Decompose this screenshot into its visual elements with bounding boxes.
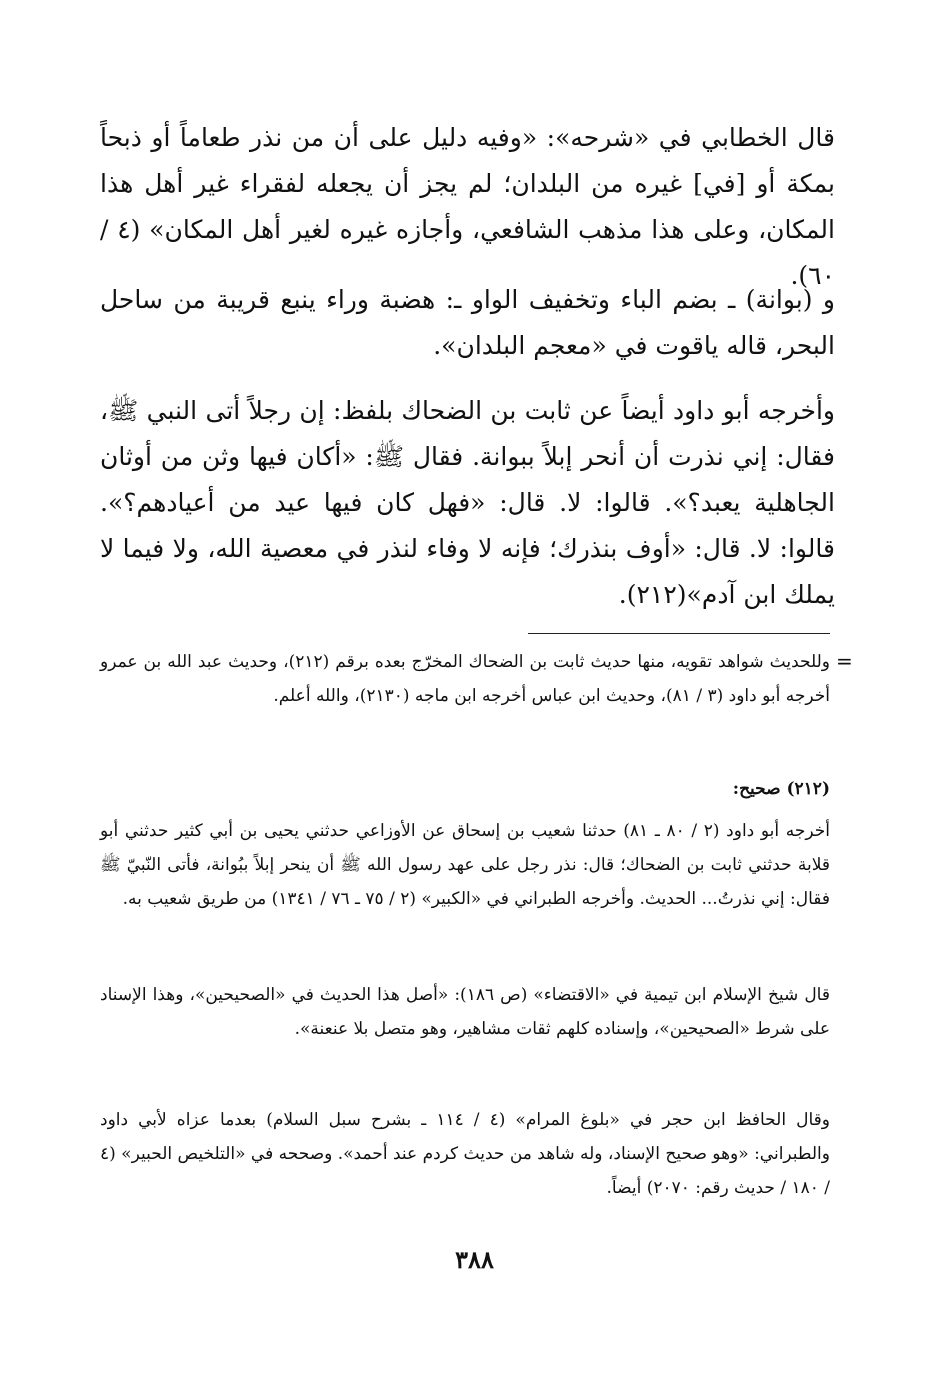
footnote-212-paragraph-2: قال شيخ الإسلام ابن تيمية في «الاقتضاء» (ص ١٨٦): «أصل هذا الحديث في «الصحيحين»، وهذا الإسناد على شرط «الصحيحين»، وإسناده كلهم ثقات مشاهير، وهو متصل بلا عنعنة». <box>100 985 830 1039</box>
footnote-212-paragraph-3: وقال الحافظ ابن حجر في «بلوغ المرام» (٤ / ١١٤ ـ بشرح سبل السلام) بعدما عزاه لأبي داود والطبراني: «وهو صحيح الإسناد، وله شاهد من حديث كردم عند أحمد». وصححه في «التلخيص الحبير» (٤ / ١٨٠ / حديث رقم: ٢٠٧٠) أيضاً. <box>100 1110 830 1198</box>
footnote-212-heading: (٢١٢) صحيح: <box>732 779 830 799</box>
footnote-212-paragraph-1: أخرجه أبو داود (٢ / ٨٠ ـ ٨١) حدثنا شعيب بن إسحاق عن الأوزاعي حدثني يحيى بن أبي كثير حدثني أبو قلابة حدثني ثابت بن الضحاك؛ قال: نذر رجل على عهد رسول الله ﷺ أن ينحر إبلاً ببُوانة، فأتى النّبيّ ﷺ فقال: إني نذرتُ... الحديث. وأخرجه الطبراني في «الكبير» (٢ / ٧٥ ـ ٧٦ / ١٣٤١) من طريق شعيب به. <box>100 821 831 909</box>
footnote-continuation-mark: = <box>836 649 853 673</box>
footnote-separator <box>528 633 830 634</box>
main-paragraph-buwana: و (بوانة) ـ بضم الباء وتخفيف الواو ـ: هضبة وراء ينبع قريبة من ساحل البحر، قاله ياقوت في «معجم البلدان». <box>100 285 835 360</box>
main-paragraph-khattabi: قال الخطابي في «شرحه»: «وفيه دليل على أن من نذر طعاماً أو ذبحاً بمكة أو [في] غيره من البلدان؛ لم يجز أن يجعله لفقراء غير أهل هذا المكان، وعلى هذا مذهب الشافعي، وأجازه غيره لغير أهل المكان» (٤ / ٦٠). <box>100 123 835 290</box>
page-number: ٣٨٨ <box>455 1245 494 1274</box>
main-paragraph-abu-dawud: وأخرجه أبو داود أيضاً عن ثابت بن الضحاك بلفظ: إن رجلاً أتى النبي ﷺ، فقال: إني نذرت أن أنحر إبلاً ببوانة. فقال ﷺ: «أكان فيها وثن من أوثان الجاهلية يعبد؟». قالوا: لا. قال: «فهل كان فيها عيد من أعيادهم؟». قالوا: لا. قال: «أوف بنذرك؛ فإنه لا وفاء لنذر في معصية الله، ولا فيما لا يملك ابن آدم»(٢١٢). <box>100 396 835 609</box>
footnote-continued: وللحديث شواهد تقويه، منها حديث ثابت بن الضحاك المخرّج بعده برقم (٢١٢)، وحديث عبد الله بن عمرو أخرجه أبو داود (٣ / ٨١)، وحديث ابن عباس أخرجه ابن ماجه (٢١٣٠)، والله أعلم. <box>100 652 831 706</box>
